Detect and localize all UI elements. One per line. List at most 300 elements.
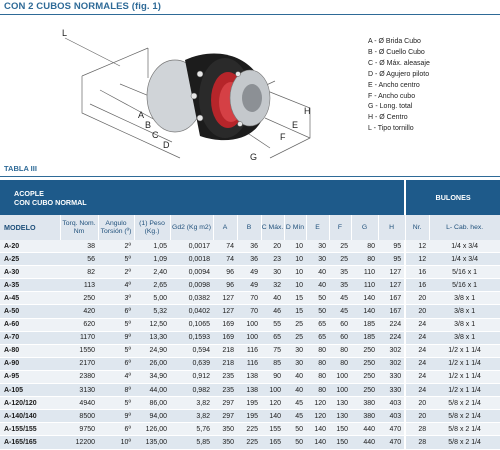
- model-cell: A-80: [0, 344, 60, 357]
- table-cell: 100: [261, 384, 284, 397]
- table-cell: 25: [329, 253, 351, 266]
- table-cell: 403: [378, 397, 405, 410]
- table-cell: 150: [329, 423, 351, 436]
- column-header: C Máx.: [261, 215, 284, 240]
- legend-item: A - Ø Brida Cubo: [368, 38, 421, 45]
- table-cell: 235: [213, 370, 237, 383]
- table-cell: 20: [405, 410, 429, 423]
- table-cell: 470: [378, 423, 405, 436]
- table-cell: 3/8 x 1: [429, 318, 500, 331]
- table-cell: 96: [213, 266, 237, 279]
- column-header: L- Cab. hex.: [429, 215, 500, 240]
- table-cell: 40: [306, 266, 329, 279]
- column-header: E: [306, 215, 329, 240]
- table-cell: 80: [351, 253, 378, 266]
- group-header-line-1: ACOPLE: [14, 188, 44, 198]
- table-cell: 0,0017: [170, 240, 213, 253]
- table-cell: 25: [329, 240, 351, 253]
- table-cell: 250: [351, 357, 378, 370]
- table-cell: 10: [284, 279, 306, 292]
- table-cell: 40: [306, 279, 329, 292]
- table-cell: 380: [351, 410, 378, 423]
- table-cell: 46: [261, 305, 284, 318]
- table-cell: 65: [261, 331, 284, 344]
- column-header: G: [351, 215, 378, 240]
- table-cell: 3/8 x 1: [429, 331, 500, 344]
- table-cell: 80: [329, 344, 351, 357]
- table-cell: 165: [261, 436, 284, 449]
- table-cell: 1/2 x 1 1/4: [429, 344, 500, 357]
- table-cell: 5/8 x 2 1/4: [429, 423, 500, 436]
- table-cell: 6º: [98, 423, 134, 436]
- table-cell: 24: [405, 318, 429, 331]
- model-cell: A-155/155: [0, 423, 60, 436]
- table-cell: 10: [284, 266, 306, 279]
- table-cell: 28: [405, 436, 429, 449]
- table-cell: 23: [261, 253, 284, 266]
- table-cell: 225: [237, 436, 261, 449]
- table-cell: 155: [261, 423, 284, 436]
- table-row: [0, 423, 500, 436]
- table-cell: 3,82: [170, 410, 213, 423]
- table-cell: 3/8 x 1: [429, 292, 500, 305]
- table-row: [0, 292, 500, 305]
- table-cell: 30: [306, 253, 329, 266]
- table-cell: 169: [213, 331, 237, 344]
- model-cell: A-120/120: [0, 397, 60, 410]
- table-cell: 110: [351, 279, 378, 292]
- table-group-header: [0, 180, 405, 215]
- table-cell: 15: [284, 292, 306, 305]
- table-cell: 24: [405, 384, 429, 397]
- model-cell: A-60: [0, 318, 60, 331]
- dim-label-a: A: [138, 110, 145, 120]
- table-cell: 8500: [60, 410, 98, 423]
- model-cell: A-105: [0, 384, 60, 397]
- table-cell: 45: [284, 410, 306, 423]
- table-cell: 5/16 x 1: [429, 266, 500, 279]
- table-cell: 0,0094: [170, 266, 213, 279]
- table-cell: 45: [329, 305, 351, 318]
- table-cell: 3,82: [170, 397, 213, 410]
- table-row: [0, 384, 500, 397]
- table-cell: 80: [329, 357, 351, 370]
- legend-item: F - Ancho cubo: [368, 92, 416, 100]
- table-cell: 0,0402: [170, 305, 213, 318]
- table-cell: 116: [237, 357, 261, 370]
- table-cell: 3130: [60, 384, 98, 397]
- table-cell: 297: [213, 397, 237, 410]
- table-cell: 224: [378, 318, 405, 331]
- table-cell: 225: [237, 423, 261, 436]
- legend-item: L - Tipo tornillo: [368, 125, 414, 133]
- table-cell: 127: [213, 305, 237, 318]
- table-cell: 100: [237, 318, 261, 331]
- table-cell: 135,00: [134, 436, 170, 449]
- column-header: F: [329, 215, 351, 240]
- table-cell: 5º: [98, 397, 134, 410]
- table-cell: 120: [261, 397, 284, 410]
- table-cell: 50: [284, 436, 306, 449]
- table-cell: 297: [213, 410, 237, 423]
- table-cell: 80: [306, 370, 329, 383]
- table-cell: 1,09: [134, 253, 170, 266]
- table-cell: 100: [329, 370, 351, 383]
- table-cell: 5º: [98, 253, 134, 266]
- table-cell: 25: [284, 318, 306, 331]
- table-cell: 4940: [60, 397, 98, 410]
- model-cell: A-50: [0, 305, 60, 318]
- dim-label-b: B: [145, 120, 152, 130]
- table-cell: 5/8 x 2 1/4: [429, 397, 500, 410]
- table-cell: 2º: [98, 240, 134, 253]
- table-cell: 30: [284, 344, 306, 357]
- table-cell: 65: [306, 331, 329, 344]
- table-cell: 20: [405, 292, 429, 305]
- table-cell: 94,00: [134, 410, 170, 423]
- table-row: [0, 318, 500, 331]
- table-cell: 116: [237, 344, 261, 357]
- table-cell: 470: [378, 436, 405, 449]
- column-header: A: [213, 215, 237, 240]
- column-header: H: [378, 215, 405, 240]
- table-cell: 60: [329, 331, 351, 344]
- table-cell: 350: [213, 423, 237, 436]
- table-row: [0, 279, 500, 292]
- legend-item: E - Ancho centro: [368, 81, 420, 89]
- table-cell: 35: [329, 279, 351, 292]
- table-cell: 70: [237, 305, 261, 318]
- table-cell: 12,50: [134, 318, 170, 331]
- table-cell: 24: [405, 370, 429, 383]
- table-cell: 169: [213, 318, 237, 331]
- table-cell: 167: [378, 292, 405, 305]
- model-cell: A-20: [0, 240, 60, 253]
- table-row: [0, 305, 500, 318]
- table-cell: 36: [237, 240, 261, 253]
- table-cell: 40: [284, 384, 306, 397]
- table-cell: 127: [378, 279, 405, 292]
- legend-item: G - Long. total: [368, 103, 413, 111]
- table-cell: 150: [329, 436, 351, 449]
- table-cell: 5,76: [170, 423, 213, 436]
- table-cell: 35: [329, 266, 351, 279]
- table-cell: 4º: [98, 279, 134, 292]
- table-cell: 620: [60, 318, 98, 331]
- table-cell: 5º: [98, 344, 134, 357]
- table-cell: 140: [261, 410, 284, 423]
- column-headers: [0, 215, 500, 240]
- table-cell: 330: [378, 384, 405, 397]
- table-cell: 1,05: [134, 240, 170, 253]
- table-cell: 130: [329, 410, 351, 423]
- table-cell: 95: [378, 253, 405, 266]
- bulones-header: BULONES: [405, 180, 500, 215]
- column-header: MODELO: [0, 215, 60, 240]
- table-cell: 130: [329, 397, 351, 410]
- table-cell: 195: [237, 397, 261, 410]
- table-row: [0, 397, 500, 410]
- table-cell: 120: [306, 397, 329, 410]
- table-cell: 1/4 x 3/4: [429, 240, 500, 253]
- table-row: [0, 357, 500, 370]
- table-cell: 30: [306, 240, 329, 253]
- table-row: [0, 331, 500, 344]
- table-cell: 0,0382: [170, 292, 213, 305]
- table-cell: 167: [378, 305, 405, 318]
- column-header: Angulo Torsión (º): [98, 215, 134, 240]
- table-cell: 12: [405, 253, 429, 266]
- table-cell: 2380: [60, 370, 98, 383]
- table-cell: 40: [284, 370, 306, 383]
- table-cell: 3º: [98, 292, 134, 305]
- table-cell: 224: [378, 331, 405, 344]
- table-cell: 75: [261, 344, 284, 357]
- table-cell: 3/8 x 1: [429, 305, 500, 318]
- legend-item: B - Ø Cuello Cubo: [368, 48, 425, 56]
- table-cell: 403: [378, 410, 405, 423]
- table-row: [0, 266, 500, 279]
- table-cell: 24: [405, 357, 429, 370]
- table-cell: 330: [378, 370, 405, 383]
- table-cell: 113: [60, 279, 98, 292]
- table-cell: 1/4 x 3/4: [429, 253, 500, 266]
- table-body: [0, 240, 500, 449]
- coupling-drawing: [60, 18, 350, 166]
- table-cell: 6º: [98, 305, 134, 318]
- table-cell: 86,00: [134, 397, 170, 410]
- table-divider: [0, 176, 500, 177]
- model-cell: A-90: [0, 357, 60, 370]
- table-cell: 49: [237, 266, 261, 279]
- dim-label-e: E: [292, 120, 299, 130]
- table-cell: 0,1065: [170, 318, 213, 331]
- table-cell: 185: [351, 331, 378, 344]
- table-cell: 5/8 x 2 1/4: [429, 410, 500, 423]
- table-cell: 5/8 x 2 1/4: [429, 436, 500, 449]
- table-cell: 20: [405, 397, 429, 410]
- table-cell: 96: [213, 279, 237, 292]
- table-cell: 185: [351, 318, 378, 331]
- table-cell: 1/2 x 1 1/4: [429, 357, 500, 370]
- table-cell: 0,0018: [170, 253, 213, 266]
- table-cell: 195: [237, 410, 261, 423]
- table-cell: 9º: [98, 410, 134, 423]
- table-cell: 127: [378, 266, 405, 279]
- table-cell: 85: [261, 357, 284, 370]
- table-cell: 8º: [98, 384, 134, 397]
- table-cell: 100: [329, 384, 351, 397]
- dim-label-h: H: [304, 106, 311, 116]
- column-header: Nr.: [405, 215, 429, 240]
- table-cell: 138: [237, 384, 261, 397]
- table-cell: 302: [378, 344, 405, 357]
- table-cell: 5,32: [134, 305, 170, 318]
- table-cell: 1550: [60, 344, 98, 357]
- table-cell: 40: [261, 292, 284, 305]
- table-cell: 80: [306, 384, 329, 397]
- table-cell: 0,0098: [170, 279, 213, 292]
- table-cell: 45: [284, 397, 306, 410]
- model-cell: A-95: [0, 370, 60, 383]
- table-cell: 24: [405, 344, 429, 357]
- table-cell: 13,30: [134, 331, 170, 344]
- specs-table: [0, 180, 500, 450]
- model-cell: A-140/140: [0, 410, 60, 423]
- table-cell: 74: [213, 253, 237, 266]
- model-cell: A-35: [0, 279, 60, 292]
- table-cell: 30: [284, 357, 306, 370]
- table-cell: 9º: [98, 331, 134, 344]
- table-cell: 10º: [98, 436, 134, 449]
- table-cell: 235: [213, 384, 237, 397]
- table-cell: 82: [60, 266, 98, 279]
- table-cell: 30: [261, 266, 284, 279]
- table-cell: 56: [60, 253, 98, 266]
- table-cell: 80: [351, 240, 378, 253]
- table-cell: 350: [213, 436, 237, 449]
- table-cell: 12: [405, 240, 429, 253]
- table-cell: 250: [351, 370, 378, 383]
- table-cell: 44,00: [134, 384, 170, 397]
- table-cell: 26,00: [134, 357, 170, 370]
- table-cell: 120: [306, 410, 329, 423]
- table-row: [0, 240, 500, 253]
- model-cell: A-165/165: [0, 436, 60, 449]
- model-cell: A-70: [0, 331, 60, 344]
- table-cell: 9750: [60, 423, 98, 436]
- dim-label-g: G: [250, 152, 258, 162]
- table-cell: 16: [405, 279, 429, 292]
- table-cell: 50: [306, 305, 329, 318]
- table-cell: 2,40: [134, 266, 170, 279]
- table-cell: 80: [306, 344, 329, 357]
- column-header: B: [237, 215, 261, 240]
- table-cell: 302: [378, 357, 405, 370]
- table-cell: 0,594: [170, 344, 213, 357]
- table-row: [0, 436, 500, 449]
- table-cell: 126,00: [134, 423, 170, 436]
- table-row: [0, 253, 500, 266]
- legend-item: C - Ø Máx. aleasaje: [368, 59, 430, 67]
- table-cell: 140: [351, 292, 378, 305]
- table-cell: 50: [284, 423, 306, 436]
- dim-label-c: C: [152, 130, 159, 140]
- dim-label-d: D: [163, 140, 170, 150]
- table-cell: 36: [237, 253, 261, 266]
- table-cell: 6º: [98, 357, 134, 370]
- table-row: [0, 370, 500, 383]
- column-header: D Mín: [284, 215, 306, 240]
- table-cell: 32: [261, 279, 284, 292]
- table-cell: 250: [60, 292, 98, 305]
- table-cell: 24: [405, 331, 429, 344]
- table-cell: 80: [306, 357, 329, 370]
- table-cell: 0,1593: [170, 331, 213, 344]
- table-cell: 2170: [60, 357, 98, 370]
- model-cell: A-30: [0, 266, 60, 279]
- table-cell: 420: [60, 305, 98, 318]
- table-cell: 60: [329, 318, 351, 331]
- table-cell: 50: [306, 292, 329, 305]
- table-cell: 25: [284, 331, 306, 344]
- table-cell: 140: [306, 436, 329, 449]
- table-cell: 34,90: [134, 370, 170, 383]
- table-row: [0, 344, 500, 357]
- table-cell: 55: [261, 318, 284, 331]
- table-cell: 45: [329, 292, 351, 305]
- table-cell: 74: [213, 240, 237, 253]
- table-cell: 0,912: [170, 370, 213, 383]
- column-header: (1) Peso (Kg.): [134, 215, 170, 240]
- table-cell: 2º: [98, 266, 134, 279]
- table-cell: 5/16 x 1: [429, 279, 500, 292]
- table-cell: 20: [405, 305, 429, 318]
- table-cell: 95: [378, 240, 405, 253]
- table-cell: 10: [284, 240, 306, 253]
- table-cell: 20: [261, 240, 284, 253]
- table-cell: 5º: [98, 318, 134, 331]
- column-header: Torq. Nom. Nm: [60, 215, 98, 240]
- table-cell: 65: [306, 318, 329, 331]
- group-header-line-2: CON CUBO NORMAL: [14, 197, 87, 207]
- table-cell: 0,982: [170, 384, 213, 397]
- table-label: TABLA III: [4, 164, 37, 173]
- table-cell: 440: [351, 423, 378, 436]
- table-cell: 38: [60, 240, 98, 253]
- table-cell: 250: [351, 344, 378, 357]
- table-cell: 49: [237, 279, 261, 292]
- page-title: CON 2 CUBOS NORMALES (fig. 1): [4, 1, 162, 12]
- table-cell: 0,639: [170, 357, 213, 370]
- table-cell: 2,65: [134, 279, 170, 292]
- table-cell: 10: [284, 253, 306, 266]
- legend-item: H - Ø Centro: [368, 114, 408, 122]
- legend-item: D - Ø Agujero piloto: [368, 70, 430, 78]
- dim-label-l: L: [62, 28, 68, 38]
- dim-label-f: F: [280, 132, 286, 142]
- table-cell: 140: [306, 423, 329, 436]
- table-cell: 15: [284, 305, 306, 318]
- title-divider: [0, 14, 500, 15]
- table-cell: 1/2 x 1 1/4: [429, 384, 500, 397]
- table-row: [0, 410, 500, 423]
- table-cell: 5,00: [134, 292, 170, 305]
- column-header: Gd2 (Kg m2): [170, 215, 213, 240]
- table-cell: 12200: [60, 436, 98, 449]
- table-cell: 250: [351, 384, 378, 397]
- table-cell: 440: [351, 436, 378, 449]
- table-cell: 218: [213, 344, 237, 357]
- table-cell: 16: [405, 266, 429, 279]
- dimension-legend: [368, 37, 430, 135]
- table-cell: 138: [237, 370, 261, 383]
- table-cell: 127: [213, 292, 237, 305]
- table-cell: 100: [237, 331, 261, 344]
- table-cell: 28: [405, 423, 429, 436]
- table-cell: 5,85: [170, 436, 213, 449]
- model-cell: A-25: [0, 253, 60, 266]
- table-cell: 24,90: [134, 344, 170, 357]
- model-cell: A-45: [0, 292, 60, 305]
- table-cell: 140: [351, 305, 378, 318]
- table-cell: 4º: [98, 370, 134, 383]
- table-cell: 218: [213, 357, 237, 370]
- table-cell: 70: [237, 292, 261, 305]
- table-cell: 380: [351, 397, 378, 410]
- table-cell: 90: [261, 370, 284, 383]
- table-cell: 1/2 x 1 1/4: [429, 370, 500, 383]
